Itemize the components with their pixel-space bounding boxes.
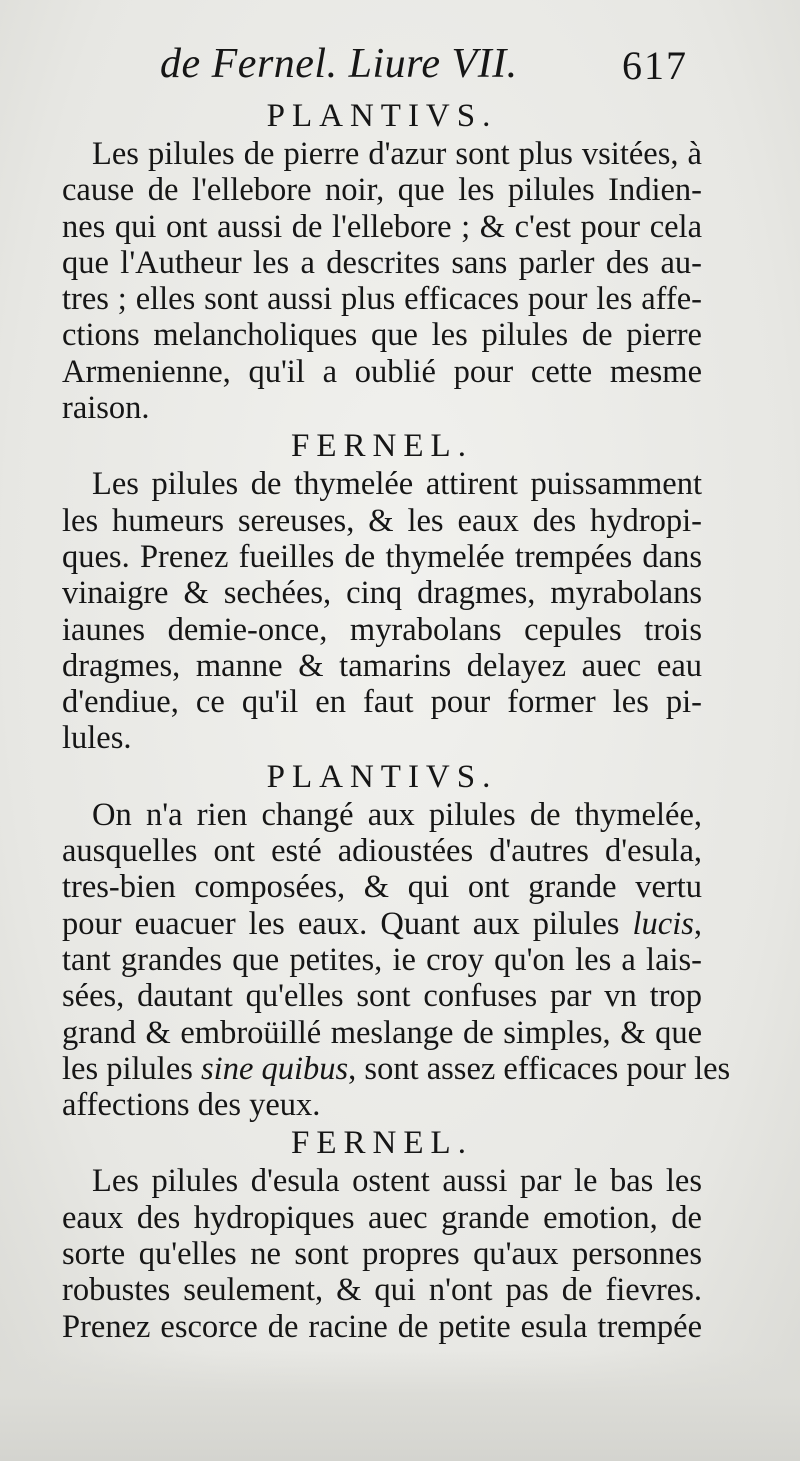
text-line: grand & embroüillé meslange de simples, & que — [62, 1014, 702, 1051]
text-line: tant grandes que petites, ie croy qu'on les a lais- — [62, 941, 702, 978]
text-line: On n'a rien changé aux pilules de thymelée, — [92, 796, 702, 833]
text-line: dragmes, manne & tamarins delayez auec eau — [62, 647, 702, 684]
text-line: tres-bien composées, & qui ont grande vertu — [62, 869, 702, 906]
text-line: lules. — [62, 720, 132, 757]
text-line: affections des yeux. — [62, 1087, 321, 1124]
text-line: ques. Prenez fueilles de thymelée trempées dans — [62, 538, 702, 575]
text-line: d'endiue, ce qu'il en faut pour former les pi- — [62, 684, 702, 721]
section-fernel-1 — [62, 426, 702, 756]
text-line: sorte qu'elles ne sont propres qu'aux personnes — [62, 1236, 702, 1273]
section-heading: FERNEL. — [291, 1125, 473, 1162]
text-line: pour euacuer les eaux. Quant aux pilules lucis, — [62, 905, 702, 942]
text-line: les pilules sine quibus, sont assez efficaces pour les — [62, 1050, 731, 1087]
text-line: eaux des hydropiques auec grande emotion, de — [62, 1199, 702, 1236]
page-water-stain — [0, 1350, 800, 1461]
page-body — [62, 96, 731, 1345]
text-line: ctions melancholiques que les pilules de pierre — [62, 317, 702, 354]
latin-term: lucis — [632, 905, 694, 942]
text-line: Les pilules de thymelée attirent puissamment — [92, 466, 702, 503]
running-head-title: de Fernel. Liure VII. — [160, 41, 518, 87]
section-heading: PLANTIVS. — [266, 98, 498, 134]
section-plantius-2 — [62, 757, 731, 1124]
text-line: Les pilules d'esula ostent aussi par le bas les — [92, 1163, 702, 1200]
page-number: 617 — [622, 43, 688, 88]
latin-term: sine quibus — [201, 1050, 349, 1087]
text-line: cause de l'ellebore noir, que les pilules Indien- — [62, 172, 702, 209]
section-heading: PLANTIVS. — [266, 758, 498, 795]
text-line: Les pilules de pierre d'azur sont plus vsitées, à — [92, 136, 702, 172]
running-head — [0, 40, 800, 100]
section-fernel-2 — [62, 1123, 702, 1344]
text-line: nes qui ont aussi de l'ellebore ; & c'est pour cela — [62, 208, 702, 245]
text-line: vinaigre & sechées, cinq dragmes, myrabolans — [62, 575, 702, 612]
text-line: iaunes demie-once, myrabolans cepules trois — [62, 611, 702, 648]
text-line: Armenienne, qu'il a oublié pour cette mesme — [62, 353, 702, 390]
text-line: ausquelles ont esté adioustées d'autres d'esula, — [62, 833, 702, 870]
text-line: sées, dautant qu'elles sont confuses par vn trop — [62, 978, 702, 1015]
section-heading: FERNEL. — [291, 428, 473, 465]
text-line: les humeurs sereuses, & les eaux des hydropi- — [62, 502, 702, 539]
text-line: raison. — [62, 390, 150, 427]
text-line: robustes seulement, & qui n'ont pas de fievres. — [62, 1272, 702, 1309]
section-plantius-1 — [62, 96, 702, 426]
text-line: tres ; elles sont aussi plus efficaces pour les affe- — [62, 281, 702, 318]
text-line: que l'Autheur les a descrites sans parler des au- — [62, 244, 702, 281]
text-line: Prenez escorce de racine de petite esula trempée — [62, 1308, 702, 1345]
